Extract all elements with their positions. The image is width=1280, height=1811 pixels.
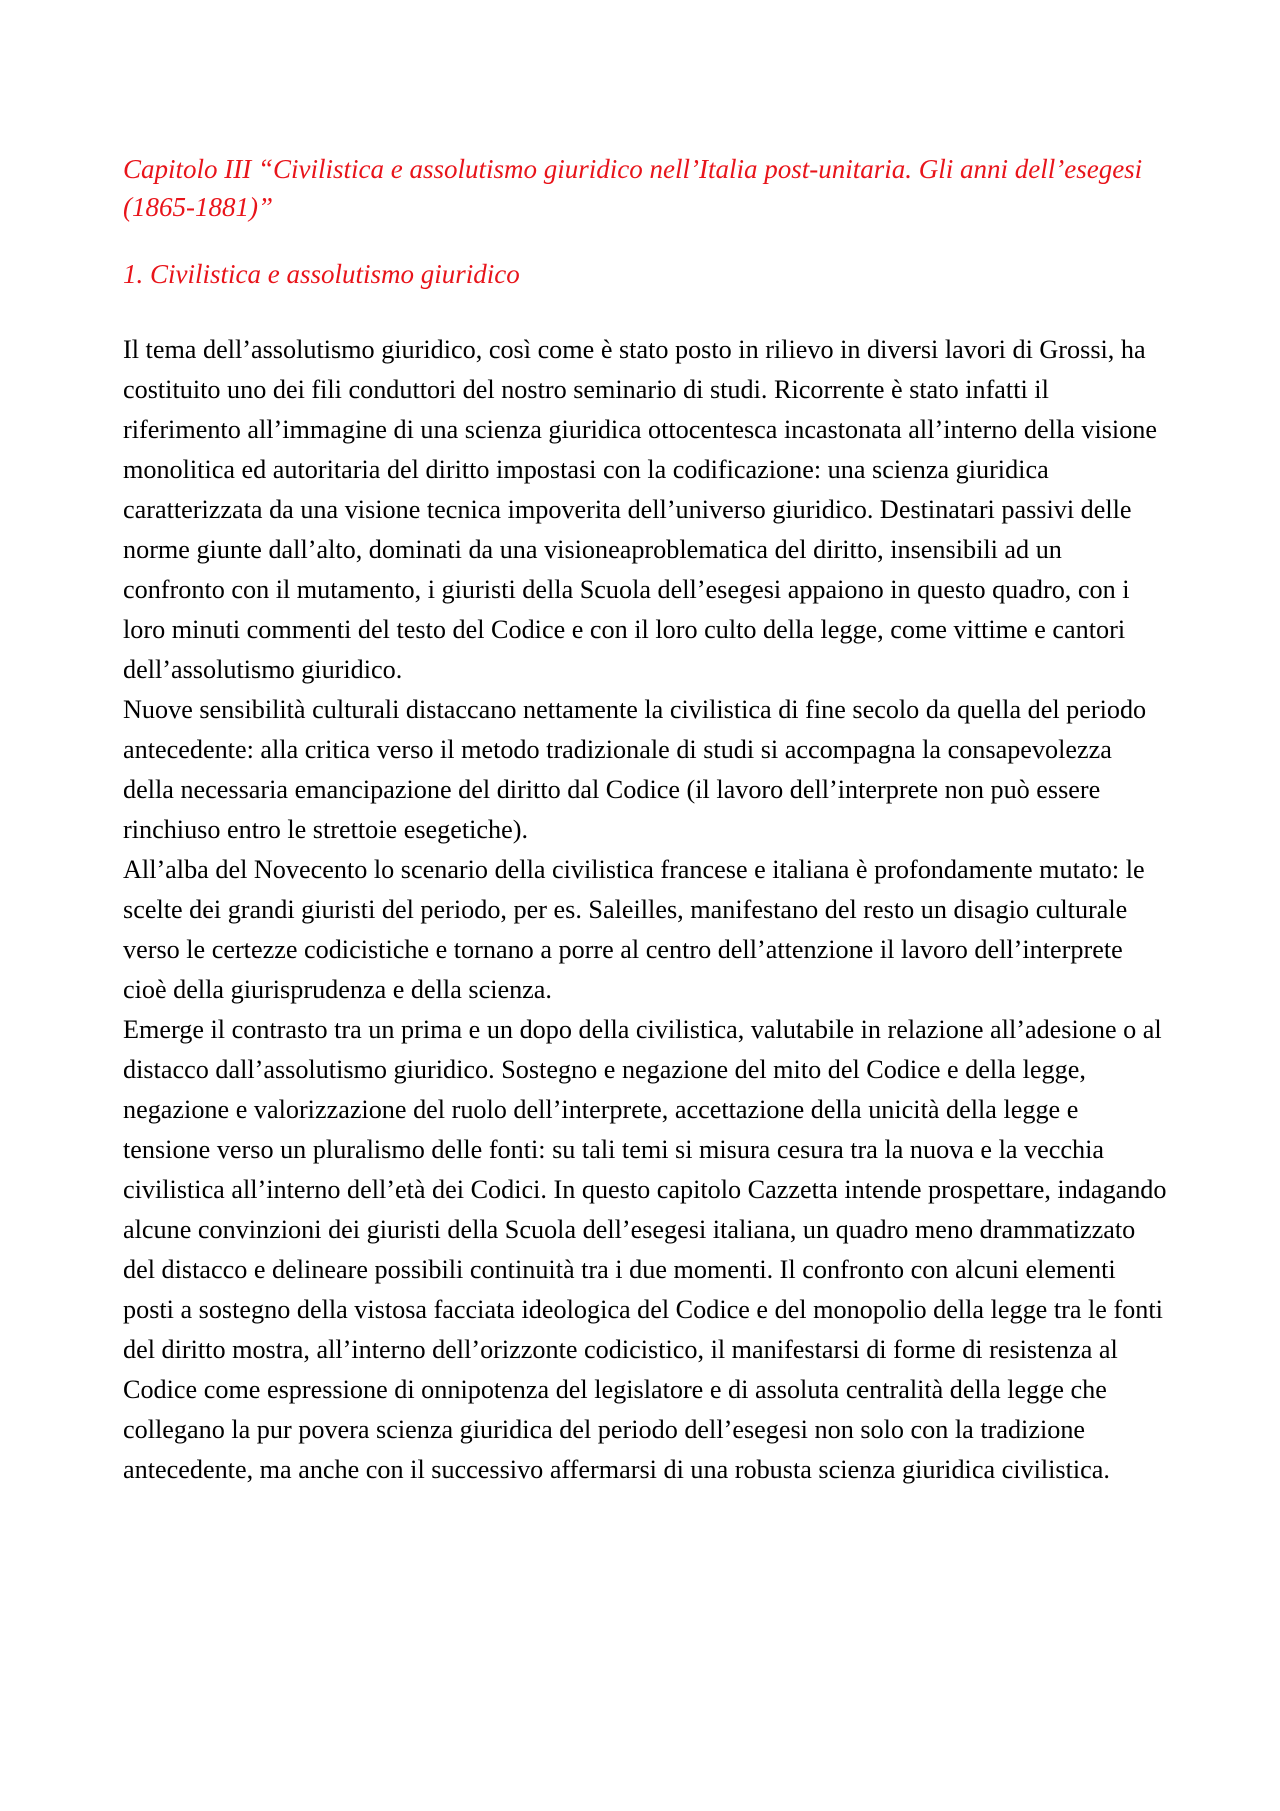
paragraph-4: Emerge il contrasto tra un prima e un dopo della civilistica, valutabile in relazione all’adesione o al distacco dall’assolutismo giuridico. Sostegno e negazione del mito del Codice e della legge, negazione e valorizzazione del ruolo dell’interprete, accettazione della unicità della legge e tensione verso un pluralismo delle fonti: su tali temi si misura cesura tra la nuova e la vecchia civilistica all’interno dell’età dei Codici. In questo capitolo Cazzetta intende prospettare, indagando alcune convinzioni dei giuristi della Scuola dell’esegesi italiana, un quadro meno drammatizzato del distacco e delineare possibili continuità tra i due momenti. Il confronto con alcuni elementi posti a sostegno della vistosa facciata ideologica del Codice e del monopolio della legge tra le fonti del diritto mostra, all’interno dell’orizzonte codicistico, il manifestarsi di forme di resistenza al Codice come espressione di onnipotenza del legislatore e di assoluta centralità della legge che collegano la pur povera scienza giuridica del periodo dell’esegesi non solo con la tradizione antecedente, ma anche con il successivo affermarsi di una robusta scienza giuridica civilistica. [123, 1015, 1167, 1484]
paragraph-3: All’alba del Novecento lo scenario della civilistica francese e italiana è profondamente mutato: le scelte dei grandi giuristi del periodo, per es. Saleilles, manifestano del resto un disagio culturale verso le certezze codicistiche e tornano a porre al centro dell’attenzione il lavoro dell’interprete cioè della giurisprudenza e della scienza. [123, 855, 1145, 1004]
paragraph-1: Il tema dell’assolutismo giuridico, così come è stato posto in rilievo in diversi lavori di Grossi, ha costituito uno dei fili conduttori del nostro seminario di studi. Ricorrente è stato infatti il riferimento all’immagine di una scienza giuridica ottocentesca incastonata all’interno della visione monolitica ed autoritaria del diritto impostasi con la codificazione: una scienza giuridica caratterizzata da una visione tecnica impoverita dell’universo giuridico. Destinatari passivi delle norme giunte dall’alto, dominati da una visioneaproblematica del diritto, insensibili ad un confronto con il mutamento, i giuristi della Scuola dell’esegesi appaiono in questo quadro, con i loro minuti commenti del testo del Codice e con il loro culto della legge, come vittime e cantori dell’assolutismo giuridico. [123, 335, 1158, 684]
body-text [123, 330, 1169, 1490]
paragraph-2: Nuove sensibilità culturali distaccano nettamente la civilistica di fine secolo da quella del periodo antecedente: alla critica verso il metodo tradizionale di studi si accompagna la consapevolezza della necessaria emancipazione del diritto dal Codice (il lavoro dell’interprete non può essere rinchiuso entro le strettoie esegetiche). [123, 695, 1147, 844]
chapter-title: Capitolo III “Civilistica e assolutismo giuridico nell’Italia post-unitaria. Gli anni dell’esegesi (1865-1881)” [123, 154, 1143, 222]
section-title: 1. Civilistica e assolutismo giuridico [123, 259, 520, 289]
document-page [123, 150, 1169, 1490]
